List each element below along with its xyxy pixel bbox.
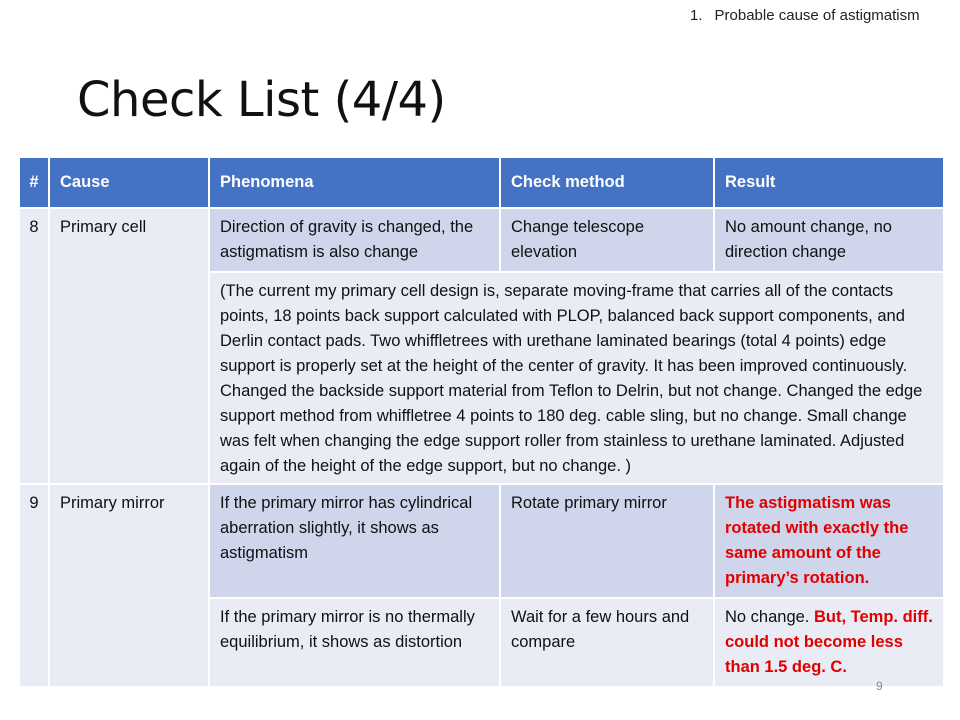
section-note-text: Probable cause of astigmatism [714,7,920,24]
result-cell: No amount change, no direction change [714,208,944,272]
table-row [19,208,944,272]
phenomena-cell: Direction of gravity is changed, the astigmatism is also change [209,208,500,272]
header-phenomena: Phenomena [209,157,500,208]
header-check-method: Check method [500,157,714,208]
note-cell: (The current my primary cell design is, separate moving-frame that carries all of the contacts points, 18 points back support calculated with PLOP, balanced back support components, and Derlin contact pads. Two whiffletrees with urethane laminated bearings (total 4 points) edge support is properly set at the height of the center of gravity. It has been improved continuously. Changed the backside support material from Teflon to Delrin, but not change. Changed the edge support method from whiffletree 4 points to 180 deg. cable sling, but no change. Small change was felt when changing the edge support roller from stainless to urethane laminated. Adjusted again of the height of the edge support, but no change. ) [209,272,944,484]
page-number: 9 [876,679,883,693]
check-list-table [18,156,945,688]
check-method-cell: Wait for a few hours and compare [500,598,714,687]
header-cause: Cause [49,157,209,208]
result-plain-text: No change. [725,608,814,626]
row-number: 9 [19,484,49,687]
header-number: # [19,157,49,208]
result-red-text: But, Temp. diff. could not become less than 1.5 deg. C. [725,608,933,676]
section-note-number: 1. [690,7,703,24]
header-result: Result [714,157,944,208]
slide-title: Check List (4/4) [77,72,446,128]
check-method-cell: Change telescope elevation [500,208,714,272]
result-cell [714,598,944,687]
table-row [19,484,944,598]
table-header-row [19,157,944,208]
check-method-cell: Rotate primary mirror [500,484,714,598]
section-note [690,7,920,24]
cause-cell: Primary cell [49,208,209,484]
row-number: 8 [19,208,49,484]
cause-cell: Primary mirror [49,484,209,687]
result-cell: The astigmatism was rotated with exactly the same amount of the primary’s rotation. [714,484,944,598]
phenomena-cell: If the primary mirror has cylindrical aberration slightly, it shows as astigmatism [209,484,500,598]
phenomena-cell: If the primary mirror is no thermally equilibrium, it shows as distortion [209,598,500,687]
